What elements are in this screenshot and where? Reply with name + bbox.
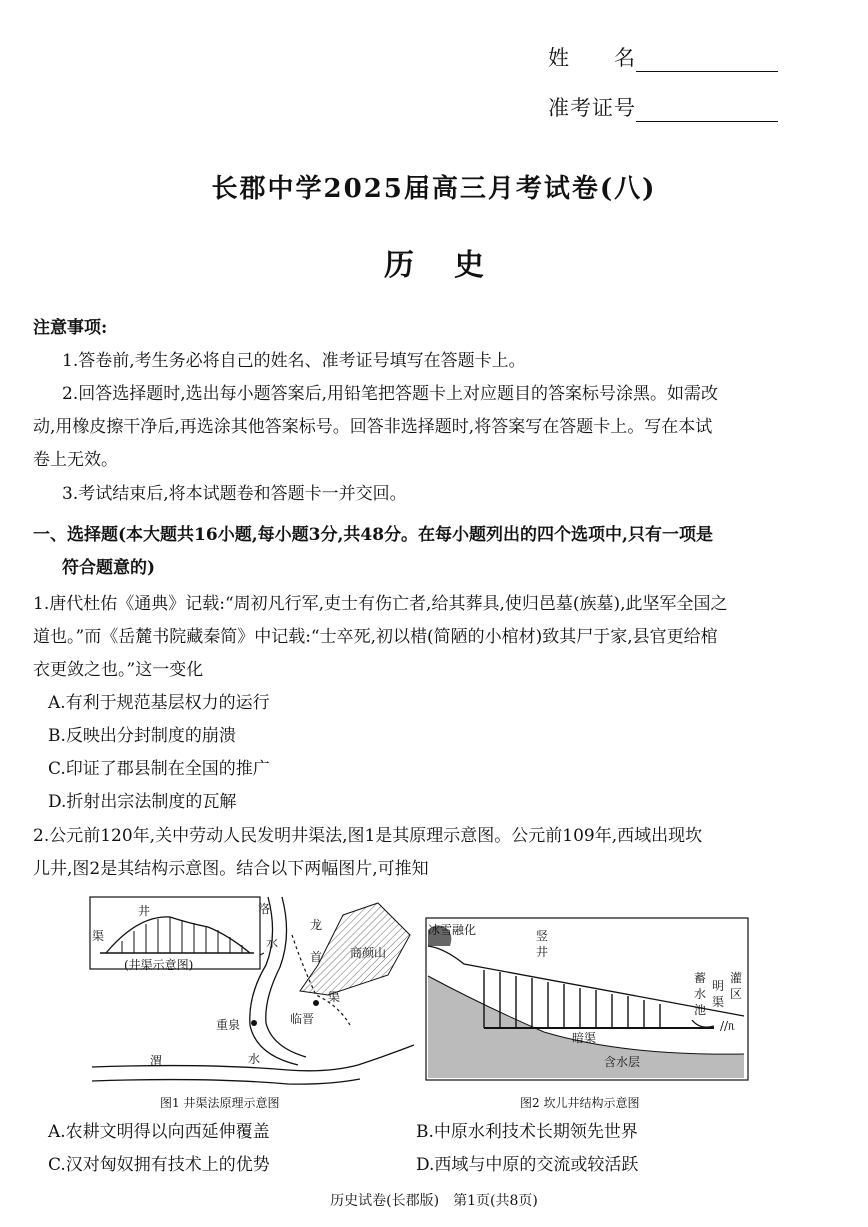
wei-river-south-bank [92,1079,360,1084]
figure-1-caption: 图1 井渠法原理示意图 [160,1096,280,1110]
notice-item-2: 2.回答选择题时,选出每小题答案后,用铅笔把答题卡上对应题目的答案标号涂黑。如需改 [62,384,719,404]
inset-pointer [260,953,264,955]
map-label-chongquan: 重泉 [216,1018,241,1032]
label-shui: 水 [694,987,707,1001]
section-1-heading-cont: 符合题意的) [62,558,156,578]
notice-item-3: 3.考试结束后,将本试题卷和答题卡一并交回。 [62,484,407,504]
map-label-wei: 渭 [150,1054,163,1068]
label-aquifer: 含水层 [604,1055,641,1069]
notice-item-1: 1.答卷前,考生务必将自己的姓名、准考证号填写在答题卡上。 [62,351,526,371]
map-label-shou: 首 [310,950,323,964]
chongquan-point [251,1020,257,1026]
map-label-linjin: 临晋 [290,1012,315,1026]
id-blank [636,99,778,122]
figure-2-caption: 图2 坎儿井结构示意图 [520,1096,640,1110]
id-field [548,92,778,122]
map-label-shui-2: 水 [248,1052,261,1066]
q1-option-c: C.印证了郡县制在全国的推广 [48,759,270,779]
label-qu: 渠 [712,995,725,1009]
label-qu-area: 区 [730,987,743,1001]
name-field [548,42,778,72]
q1-stem-line-3: 衣更敛之也。”这一变化 [33,660,204,680]
exam-title: 长郡中学2025届高三月考试卷(八) [211,174,657,204]
label-snow-melt: 冰雪融化 [428,923,477,937]
map-label-qu: 渠 [328,990,341,1004]
map-label-luo: 洛 [258,902,271,916]
map-label-shangyan: 商颜山 [350,946,387,960]
q2-stem-line-2: 儿井,图2是其结构示意图。结合以下两幅图片,可推知 [33,859,429,879]
id-label: 准考证号 [548,96,636,120]
notice-heading: 注意事项: [33,318,108,338]
q2-option-c: C.汉对匈奴拥有技术上的优势 [48,1155,270,1175]
q1-option-d: D.折射出宗法制度的瓦解 [48,792,237,812]
q2-option-b: B.中原水利技术长期领先世界 [416,1122,638,1142]
map-label-shui: 水 [266,936,279,950]
section-1-heading: 一、选择题(本大题共16小题,每小题3分,共48分。在每小题列出的四个选项中,只有一项是 [33,525,713,545]
q2-option-a: A.农耕文明得以向西延伸覆盖 [48,1122,270,1142]
linjin-point [313,1000,319,1006]
notice-item-2-cont: 动,用橡皮擦干净后,再选涂其他答案标号。回答非选择题时,将答案写在答题卡上。写在本试 [33,417,713,437]
label-ming: 明 [712,979,725,993]
label-xu: 蓄 [694,971,707,985]
hill-outline [106,917,250,953]
name-blank [636,49,778,72]
name-label: 姓 名 [548,46,636,70]
figure-1-diagram [88,895,418,1087]
q1-stem-line-1: 1.唐代杜佑《通典》记载:“周初凡行军,吏士有伤亡者,给其葬具,使归邑墓(族墓),此坚军全国之 [33,594,728,614]
figure-2-diagram [424,916,754,1084]
label-shu: 竖 [536,929,549,943]
irrigation-marks: //ᥰ [720,1019,736,1033]
q2-stem-line-1: 2.公元前120年,关中劳动人民发明井渠法,图1是其原理示意图。公元前109年,西域出现坎 [33,826,703,846]
q2-option-d: D.西域与中原的交流或较活跃 [416,1155,639,1175]
label-underground-channel: 暗渠 [572,1031,597,1045]
storage-pool [692,1020,714,1027]
notice-item-2-end: 卷上无效。 [33,450,118,470]
map-label-long: 龙 [310,918,323,932]
inset-caption: (井渠示意图) [124,958,194,972]
label-jing: 井 [536,945,549,959]
inset-label-qu: 渠 [92,929,105,943]
q1-option-a: A.有利于规范基层权力的运行 [48,693,270,713]
subject-title: 历史 [384,248,524,283]
q1-option-b: B.反映出分封制度的崩溃 [48,726,236,746]
page-footer: 历史试卷(长郡版) 第1页(共8页) [330,1193,538,1209]
inset-label-jing: 井 [138,904,151,918]
label-guan: 灌 [730,971,743,985]
q1-stem-line-2: 道也。”而《岳麓书院藏秦简》中记载:“士卒死,初以棤(简陋的小棺材)致其尸于家,县官更给棺 [33,627,718,647]
label-chi: 池 [694,1003,707,1017]
